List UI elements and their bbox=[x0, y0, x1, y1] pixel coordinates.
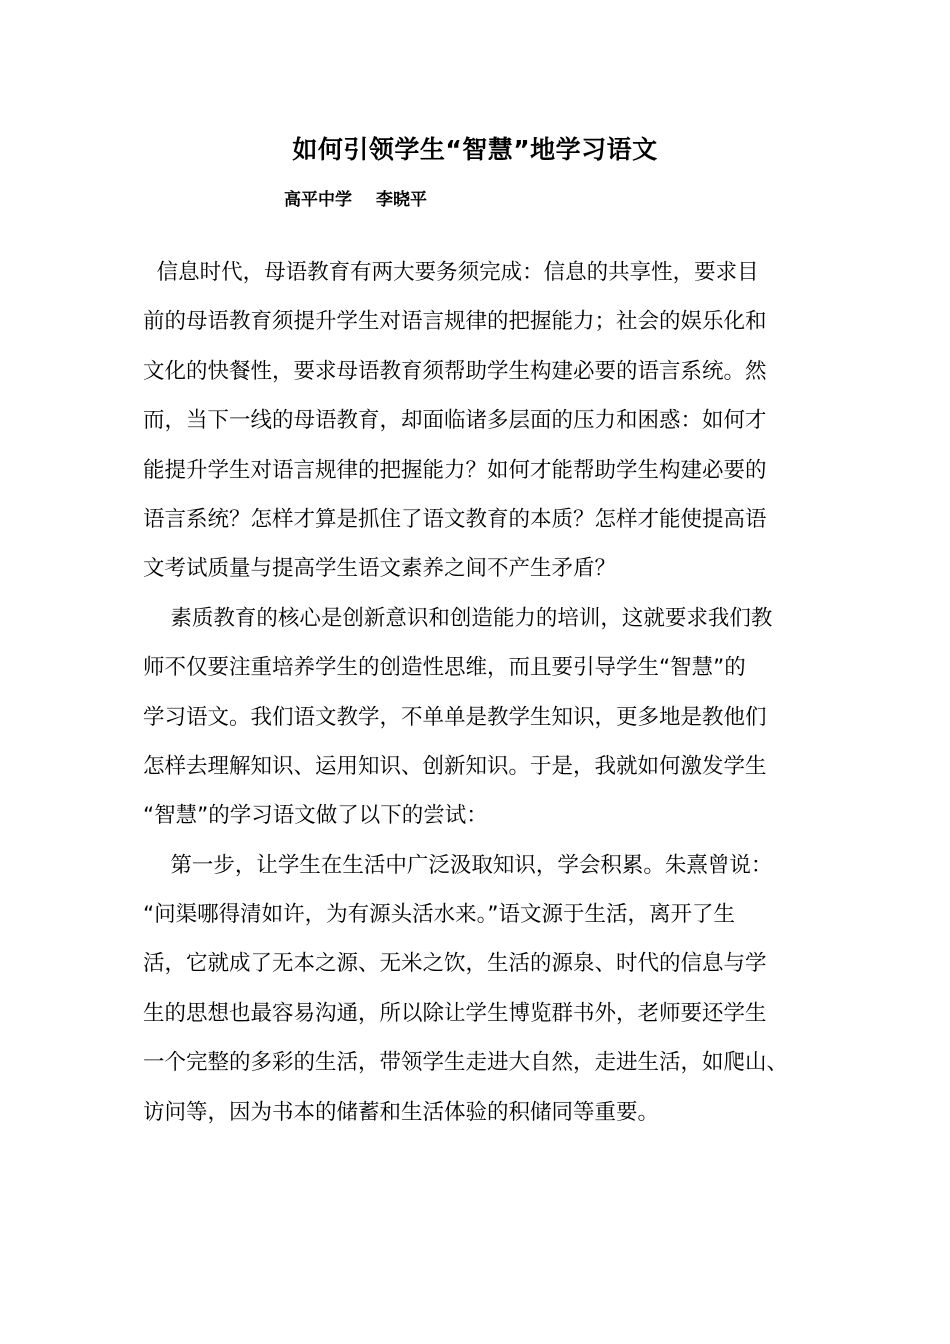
text-line: 能提升学生对语言规律的把握能力？如何才能帮助学生构建必要的 bbox=[143, 457, 767, 483]
text-line: 语言系统？怎样才算是抓住了语文教育的本质？怎样才能使提高语 bbox=[143, 506, 767, 532]
text-line: “问渠哪得清如许，为有源头活水来。”语文源于生活，离开了生 bbox=[143, 902, 736, 928]
author-name: 李晓平 bbox=[376, 190, 427, 210]
text-line: 生的思想也最容易沟通，所以除让学生博览群书外，老师要还学生 bbox=[143, 1000, 767, 1026]
text-line: 一个完整的多彩的生活，带领学生走进大自然，走进生活，如爬山、 bbox=[143, 1050, 789, 1076]
text-line: 访问等，因为书本的储蓄和生活体验的积储同等重要。 bbox=[143, 1099, 660, 1125]
text-line: 师不仅要注重培养学生的创造性思维，而且要引导学生“智慧”的 bbox=[143, 655, 746, 681]
byline bbox=[284, 184, 427, 216]
text-line: 活，它就成了无本之源、无米之饮，生活的源泉、时代的信息与学 bbox=[143, 951, 767, 977]
text-line: 前的母语教育须提升学生对语言规律的把握能力；社会的娱乐化和 bbox=[143, 309, 767, 335]
text-line: 文考试质量与提高学生语文素养之间不产生矛盾？ bbox=[143, 556, 617, 582]
text-line: “智慧”的学习语文做了以下的尝试： bbox=[143, 803, 488, 829]
text-line: 怎样去理解知识、运用知识、创新知识。于是，我就如何激发学生 bbox=[143, 753, 767, 779]
text-line: 第一步，让学生在生活中广泛汲取知识，学会积累。朱熹曾说： bbox=[143, 852, 773, 878]
document-title: 如何引领学生“智慧”地学习语文 bbox=[292, 135, 658, 164]
text-line: 素质教育的核心是创新意识和创造能力的培训，这就要求我们教 bbox=[143, 605, 773, 631]
text-line: 而，当下一线的母语教育，却面临诸多层面的压力和困惑：如何才 bbox=[143, 408, 767, 434]
text-line: 学习语文。我们语文教学，不单单是教学生知识，更多地是教他们 bbox=[143, 704, 767, 730]
school-name: 高平中学 bbox=[284, 190, 352, 210]
body-text bbox=[143, 253, 823, 1142]
text-line: 信息时代，母语教育有两大要务须完成：信息的共享性，要求目 bbox=[143, 260, 759, 285]
text-line: 文化的快餐性，要求母语教育须帮助学生构建必要的语言系统。然 bbox=[143, 358, 767, 384]
